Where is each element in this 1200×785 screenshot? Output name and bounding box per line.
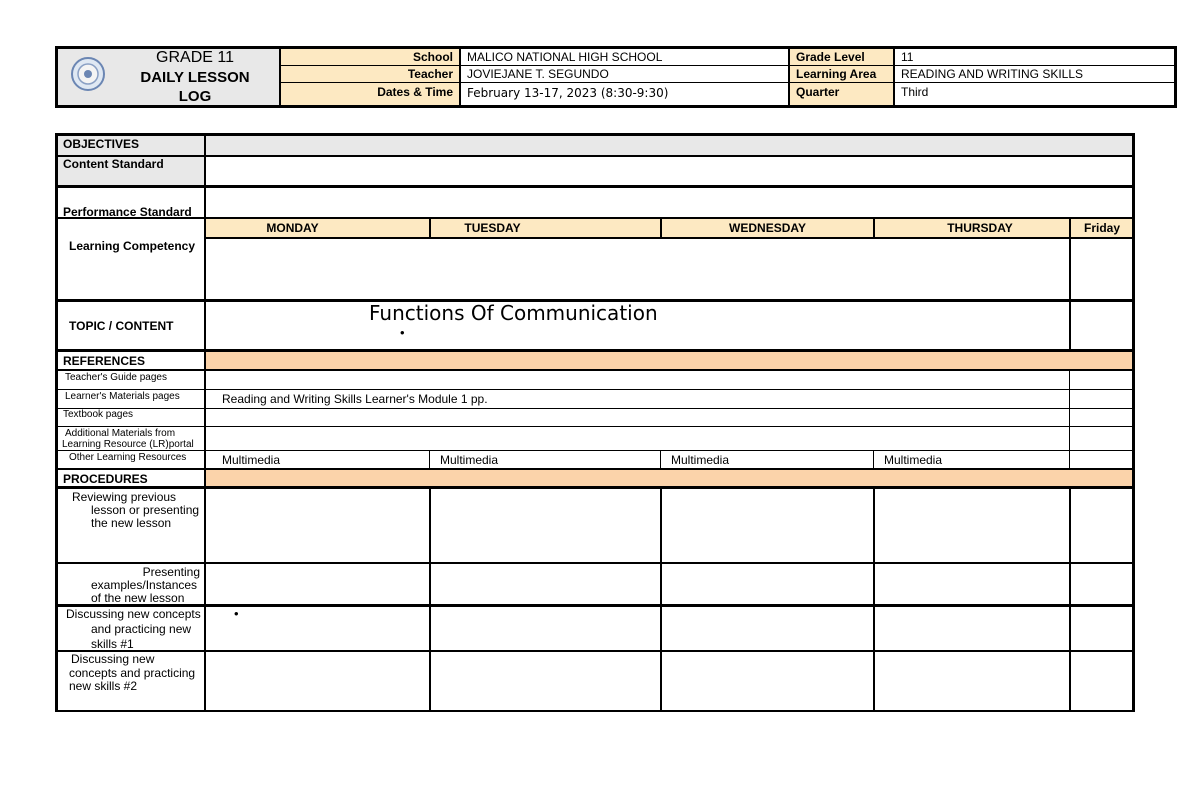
school-label: School [412,50,453,64]
other-resources-tuesday: Multimedia [440,453,499,467]
grade-level-value: 11 [901,50,914,64]
teachers-guide-label: Teacher's Guide pages [65,372,167,383]
textbook-pages-label: Textbook pages [63,409,134,420]
learning-area-label: Learning Area [796,67,877,81]
quarter-label: Quarter [796,85,840,99]
topic-content-label: TOPIC / CONTENT [69,319,174,333]
other-resources-thursday: Multimedia [884,453,943,467]
discussing2-label-3: new skills #2 [69,679,138,693]
content-standard-label: Content Standard [63,157,164,171]
school-value: MALICO NATIONAL HIGH SCHOOL [467,50,663,64]
grade-level-label: Grade Level [796,50,865,64]
reviewing-label-2: lesson or presenting [91,503,200,517]
objectives-heading: OBJECTIVES [63,137,140,151]
log-title: LOG [178,88,212,105]
discussing1-label-3: skills #1 [91,637,134,651]
discussing2-label-2: concepts and practicing [69,666,196,680]
presenting-label-3: of the new lesson [91,591,185,605]
other-resources-wednesday: Multimedia [671,453,730,467]
other-resources-label: Other Learning Resources [69,452,187,463]
day-header-tuesday: TUESDAY [464,221,521,235]
learning-competency-label: Learning Competency [69,239,196,253]
learners-materials-value: Reading and Writing Skills Learner's Module 1 pp. [222,392,488,406]
grade-label: GRADE 11 [156,49,234,66]
quarter-value: Third [901,85,929,99]
dates-value: February 13-17, 2023 (8:30-9:30) [467,86,669,100]
additional-materials-label-2: Learning Resource (LR)portal [62,439,194,450]
additional-materials-label-1: Additional Materials from [65,428,176,439]
presenting-label-1: Presenting [142,565,200,579]
day-header-friday: Friday [1083,221,1120,235]
daily-lesson-title: DAILY LESSON [140,69,250,86]
learners-materials-label: Learner's Materials pages [65,391,180,402]
dates-label: Dates & Time [377,85,453,99]
reviewing-label-1: Reviewing previous [72,490,177,504]
topic-value: Functions Of Communication [369,301,658,325]
topic-bullet: • [400,325,405,340]
discussing1-label-2: and practicing new [91,622,192,636]
presenting-label-2: examples/Instances [91,578,198,592]
learning-area-value: READING AND WRITING SKILLS [901,67,1084,81]
performance-standard-label: Performance Standard [63,205,192,219]
school-logo [68,56,108,92]
discussing2-label-1: Discussing new [71,652,155,666]
teacher-label: Teacher [407,67,453,81]
reviewing-label-3: the new lesson [91,516,172,530]
other-resources-monday: Multimedia [222,453,281,467]
procedures-heading: PROCEDURES [63,472,148,486]
day-header-thursday: THURSDAY [947,221,1013,235]
day-header-wednesday: WEDNESDAY [729,221,806,235]
teacher-value: JOVIEJANE T. SEGUNDO [467,67,609,81]
day-header-monday: MONDAY [266,221,319,235]
discussing1-label-1: Discussing new concepts [66,607,201,621]
discussing1-bullet: • [234,606,239,621]
references-heading: REFERENCES [63,354,146,368]
